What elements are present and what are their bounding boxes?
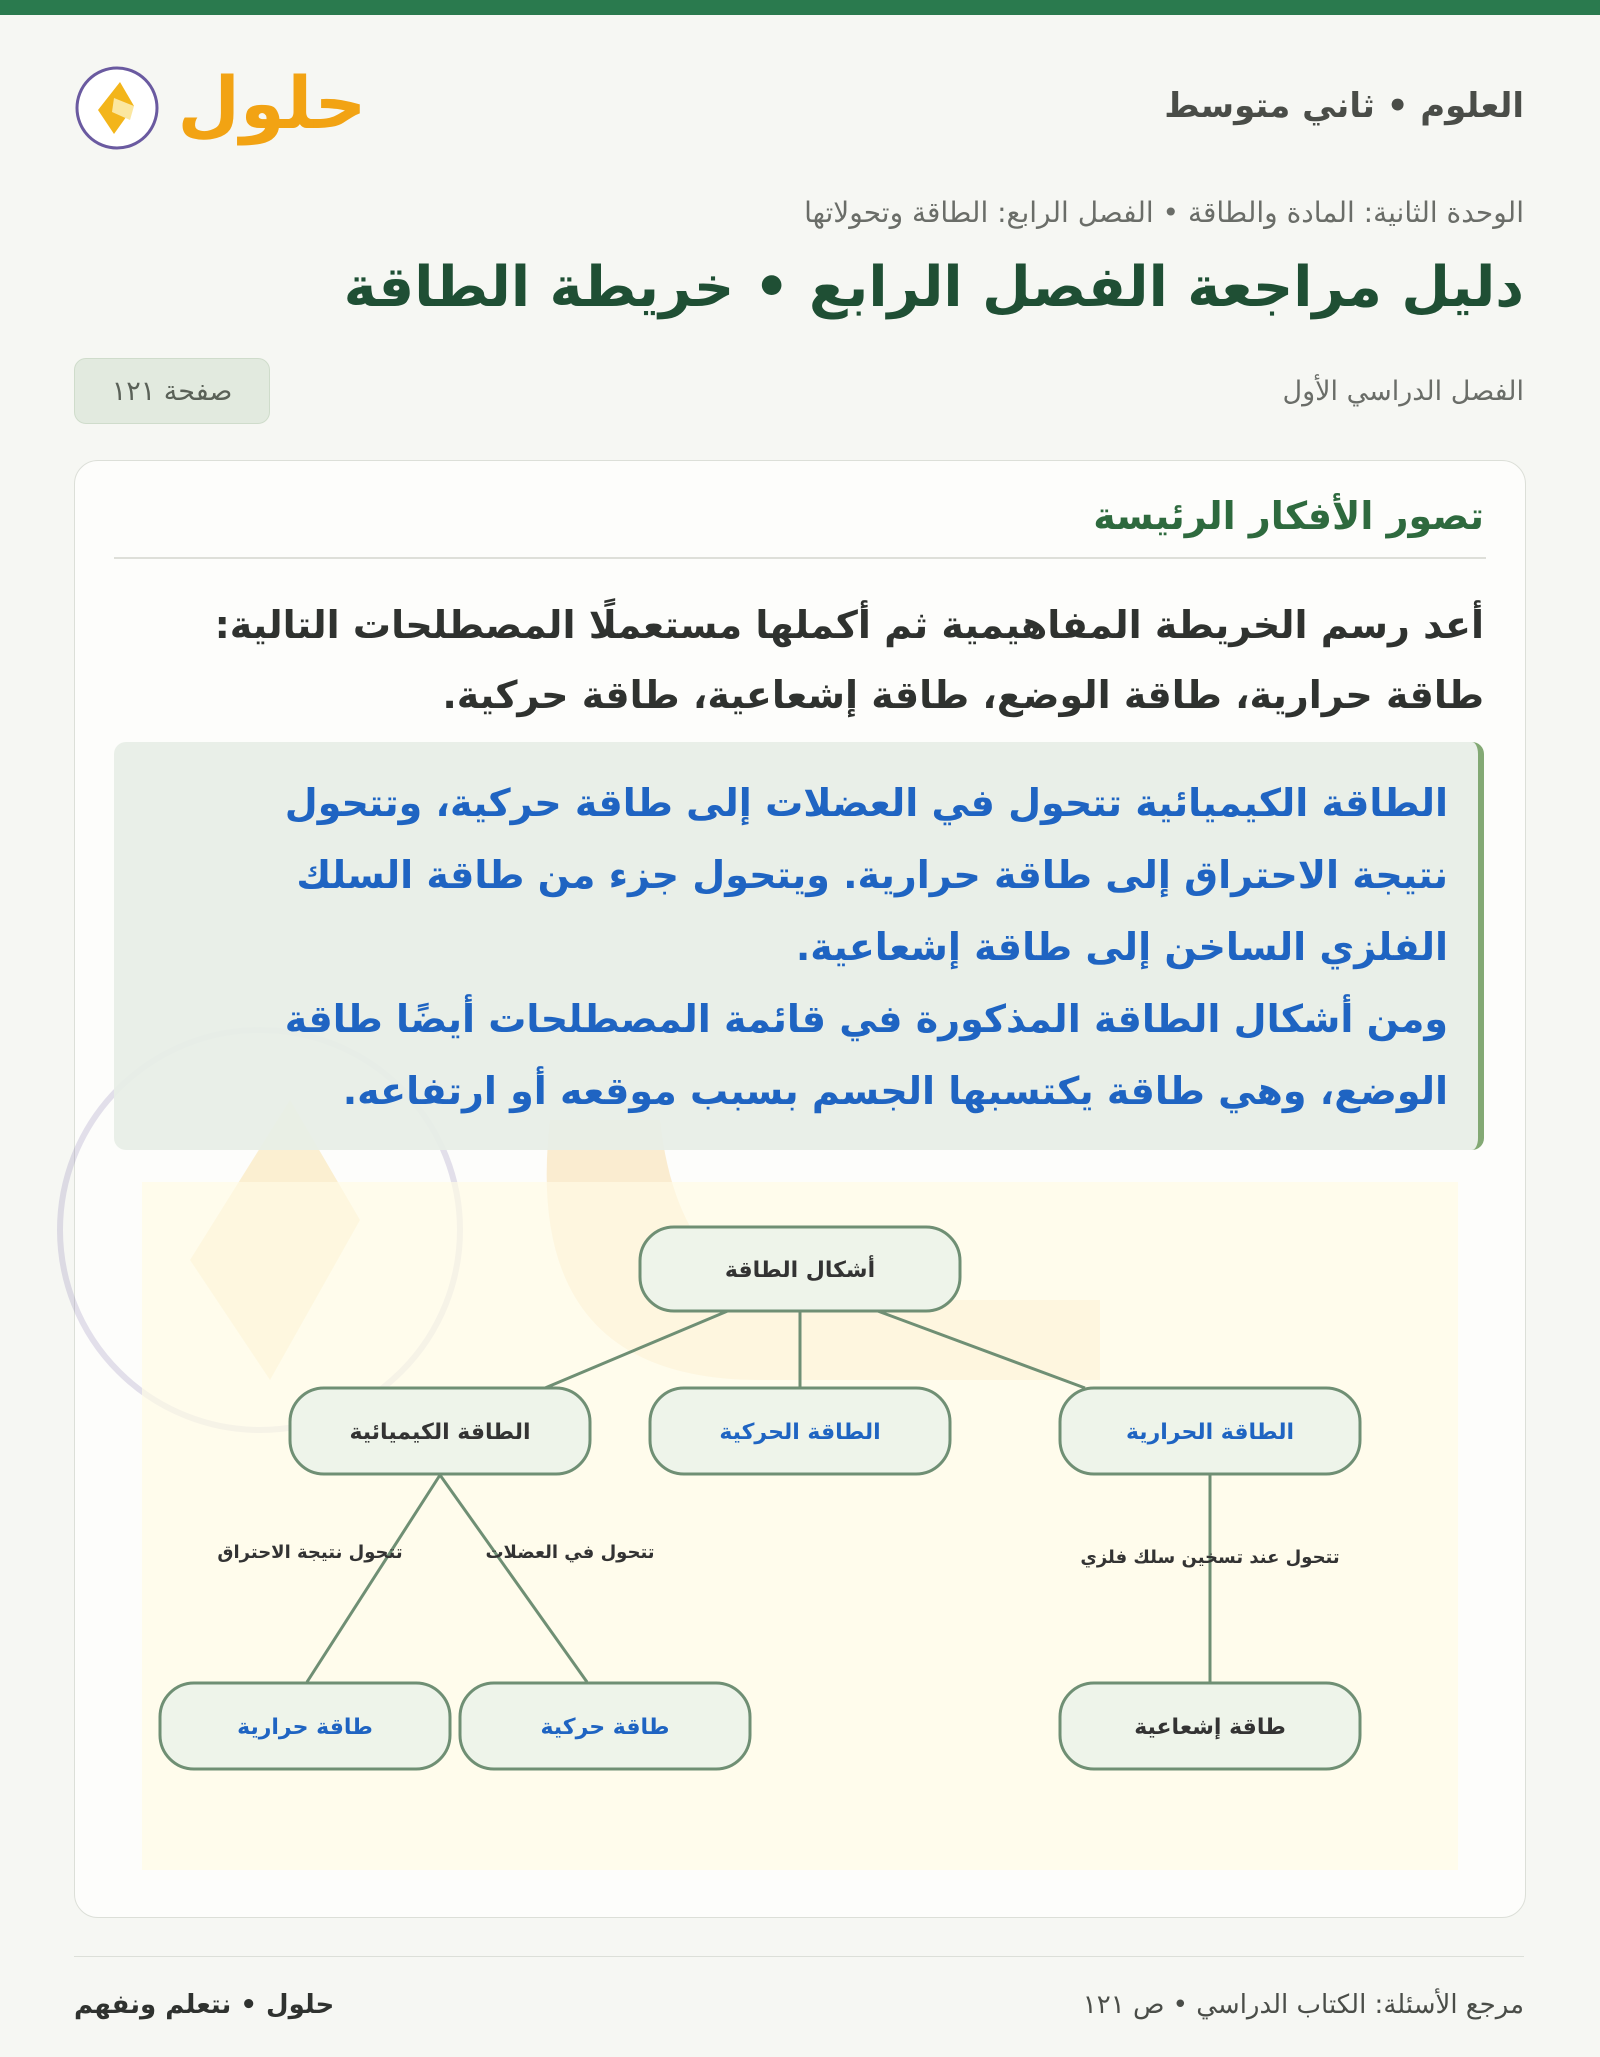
node-chemical-label: الطاقة الكيميائية [349,1420,531,1445]
page-title: دليل مراجعة الفصل الرابع • خريطة الطاقة [343,255,1524,320]
page-number-badge: صفحة ١٢١ [74,358,270,424]
answer-line: نتيجة الاحتراق إلى طاقة حرارية. ويتحول جزء من طاقة السلك [296,853,1448,897]
answer-line: الطاقة الكيميائية تتحول في العضلات إلى طاقة حركية، وتتحول [284,781,1448,825]
svg-text:حلول: حلول [177,61,367,145]
leaf-kinetic-label: طاقة حركية [540,1715,670,1740]
subject-label: العلوم • ثاني متوسط [1164,86,1524,126]
question-text [114,590,1484,730]
node-thermal-label: الطاقة الحرارية [1125,1420,1295,1445]
leaf-thermal-label: طاقة حرارية [237,1715,373,1740]
footer-divider [74,1956,1524,1957]
section-title: تصور الأفكار الرئيسة [1093,494,1484,538]
node-kinetic-label: الطاقة الحركية [719,1420,881,1445]
answer-text [128,767,1448,1127]
question-terms: طاقة حرارية، طاقة الوضع، طاقة إشعاعية، طاقة حركية. [442,673,1484,717]
leaf-radiant-label: طاقة إشعاعية [1134,1715,1286,1740]
answer-line: الفلزي الساخن إلى طاقة إشعاعية. [795,925,1448,969]
semester-label: الفصل الدراسي الأول [1282,376,1524,407]
section-divider [114,557,1486,559]
answer-line: الوضع، وهي طاقة يكتسبها الجسم بسبب موقعه أو ارتفاعه. [342,1069,1448,1113]
answer-line: ومن أشكال الطاقة المذكورة في قائمة المصطلحات أيضًا طاقة [284,997,1448,1041]
question-line: أعد رسم الخريطة المفاهيمية ثم أكملها مستعملًا المصطلحات التالية: [214,603,1484,647]
concept-map [140,1170,1460,1870]
link-wire-label: تتحول عند تسخين سلك فلزي [1080,1547,1340,1568]
footer-brand: حلول • نتعلم ونفهم [74,1990,335,2020]
link-muscles-label: تتحول في العضلات [485,1542,655,1563]
footer-reference: مرجع الأسئلة: الكتاب الدراسي • ص ١٢١ [1082,1990,1524,2020]
node-root-label: أشكال الطاقة [724,1258,876,1283]
unit-breadcrumb: الوحدة الثانية: المادة والطاقة • الفصل الرابع: الطاقة وتحولاتها [804,196,1524,229]
link-combustion-label: تتحول نتيجة الاحتراق [217,1542,403,1563]
top-accent-bar [0,0,1600,15]
hulul-logo [72,48,367,158]
